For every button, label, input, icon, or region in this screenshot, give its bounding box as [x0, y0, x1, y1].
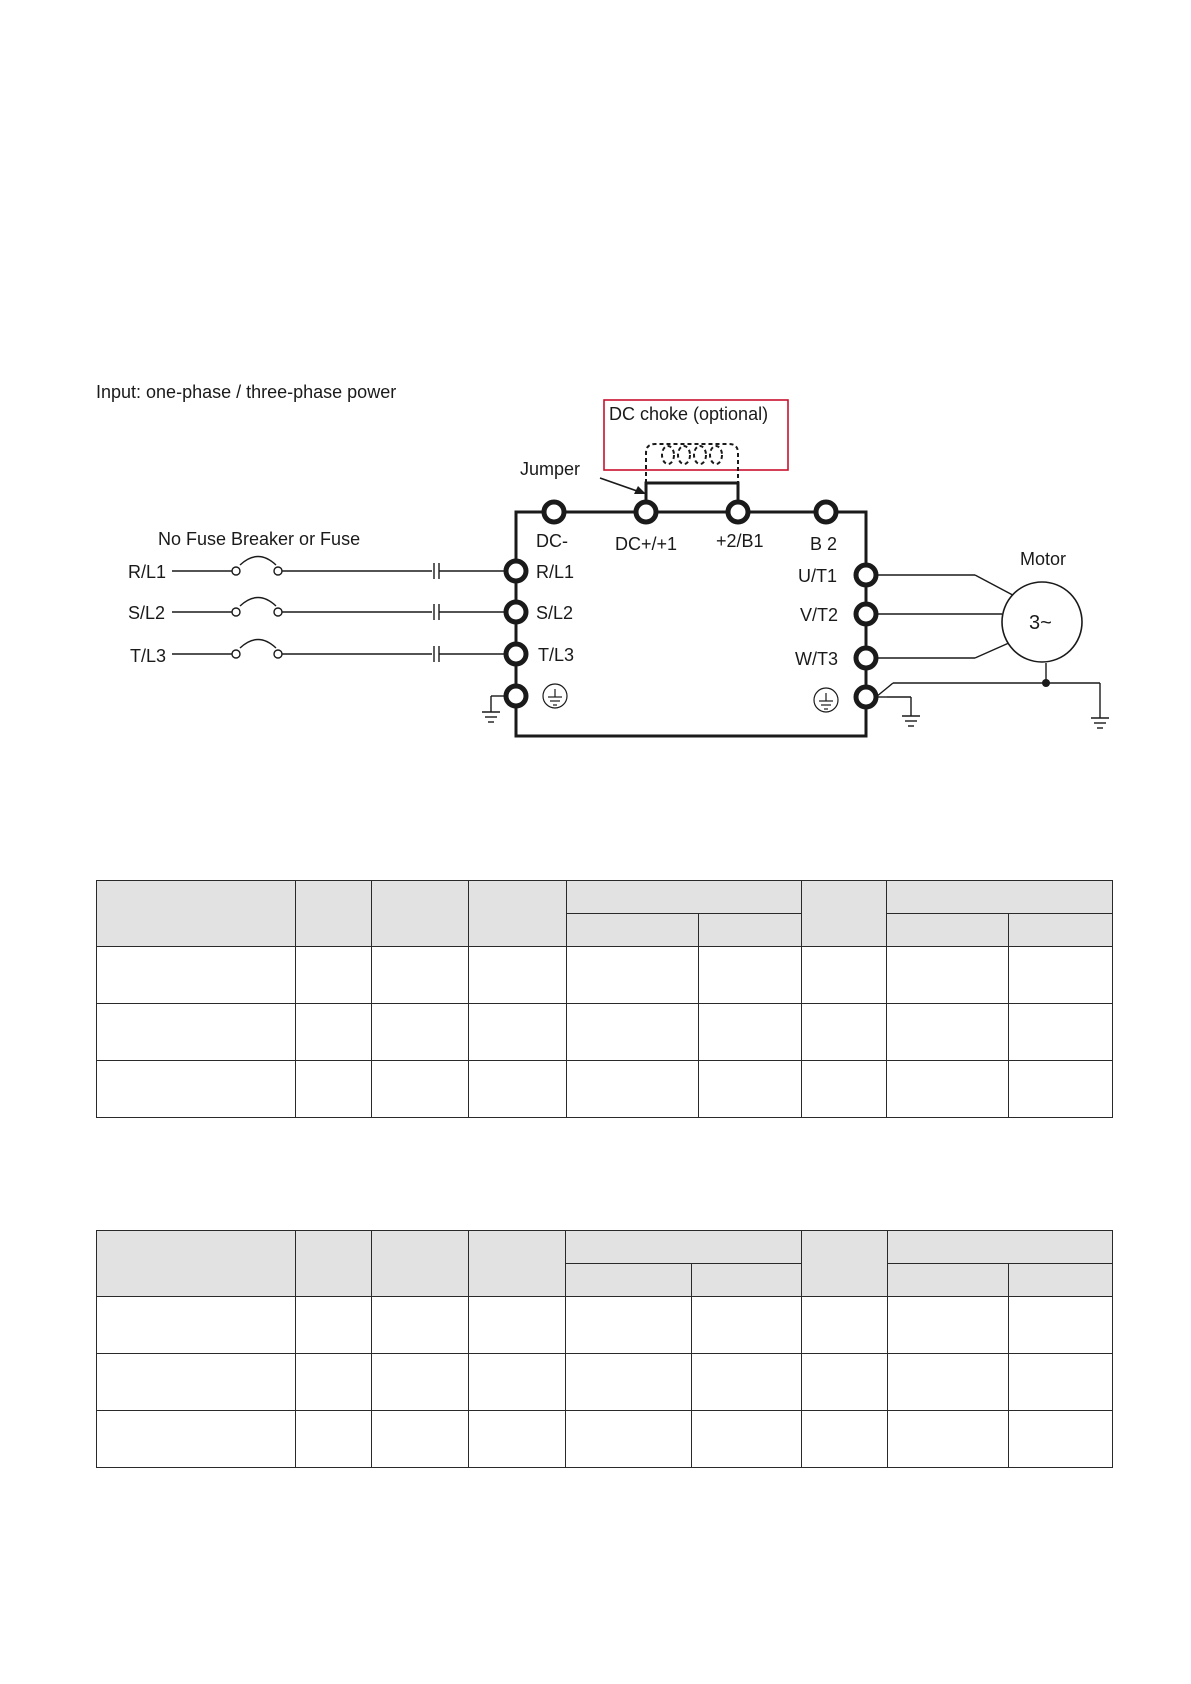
table-header-cell: [469, 881, 567, 947]
table-row: [97, 1411, 1113, 1468]
table-cell: [1009, 1411, 1113, 1468]
table-cell: [296, 1354, 372, 1411]
table-cell: [469, 1297, 566, 1354]
terminal-ground-left: [506, 686, 526, 706]
table-cell: [296, 1411, 372, 1468]
ground-junction-dot: [1042, 679, 1050, 687]
table-cell: [802, 1411, 888, 1468]
table-cell: [566, 1411, 692, 1468]
line-label-r: R/L1: [128, 562, 167, 582]
table-header-cell: [802, 1231, 888, 1297]
table-cell: [692, 1354, 802, 1411]
breaker-label: No Fuse Breaker or Fuse: [158, 529, 361, 549]
table-header-cell: [802, 881, 887, 947]
table-cell: [1009, 1297, 1113, 1354]
terminal-u-t1: [856, 565, 876, 585]
terminal-plus2-b1: [728, 502, 748, 522]
table-header-cell: [888, 1231, 1113, 1264]
table-cell: [372, 1061, 469, 1118]
top-terminal-label: +2/B1: [716, 531, 764, 551]
table-cell: [296, 1004, 372, 1061]
table-header-cell: [97, 881, 296, 947]
table-header-cell: [567, 914, 699, 947]
table-cell: [372, 1004, 469, 1061]
table-cell: [802, 1354, 888, 1411]
input-wiring: [172, 557, 506, 663]
table-header-cell: [692, 1264, 802, 1297]
input-title: Input: one-phase / three-phase power: [96, 382, 397, 402]
table-header-cell: [97, 1231, 296, 1297]
table-header-cell: [887, 914, 1009, 947]
table-cell: [97, 1004, 296, 1061]
terminal-r-l1: [506, 561, 526, 581]
table-cell: [1009, 1061, 1113, 1118]
table-cell: [296, 947, 372, 1004]
output-terminal-label: U/T1: [798, 566, 838, 586]
jumper-arrow: [600, 478, 640, 492]
table-cell: [566, 1354, 692, 1411]
table-cell: [888, 1297, 1009, 1354]
table-cell: [97, 1354, 296, 1411]
table-cell: [372, 1411, 469, 1468]
table-cell: [802, 1297, 888, 1354]
input-terminal-label: R/L1: [536, 562, 575, 582]
line-label-t: T/L3: [130, 646, 167, 666]
table-cell: [1009, 1354, 1113, 1411]
table-header-cell: [296, 1231, 372, 1297]
table-header-cell: [888, 1264, 1009, 1297]
terminal-s-l2: [506, 602, 526, 622]
table-cell: [567, 1004, 699, 1061]
table-header-cell: [567, 881, 802, 914]
line-label-s: S/L2: [128, 603, 166, 623]
table-row: [97, 947, 1113, 1004]
table-cell: [802, 1004, 887, 1061]
table-header-cell: [887, 881, 1113, 914]
table-cell: [567, 947, 699, 1004]
table-cell: [296, 1061, 372, 1118]
terminal-dc-plus: [636, 502, 656, 522]
top-terminal-label: B 2: [810, 534, 838, 554]
output-terminal-label: V/T2: [800, 605, 839, 625]
table-cell: [567, 1061, 699, 1118]
table-row: [97, 1061, 1113, 1118]
table-cell: [97, 1061, 296, 1118]
table-cell: [1009, 1004, 1113, 1061]
ground-motor-icon: [1091, 718, 1109, 728]
table-cell: [887, 947, 1009, 1004]
table-row: [97, 1354, 1113, 1411]
table-cell: [296, 1297, 372, 1354]
terminal-b2: [816, 502, 836, 522]
table-cell: [699, 1004, 802, 1061]
terminal-t-l3: [506, 644, 526, 664]
jumper-label: Jumper: [520, 459, 581, 479]
table-cell: [887, 1061, 1009, 1118]
ground-right-icon: [902, 716, 920, 726]
spec-table-2: [96, 1230, 1113, 1468]
table-row: [97, 1004, 1113, 1061]
table-header-cell: [1009, 914, 1113, 947]
table-header-cell: [1009, 1264, 1113, 1297]
table-cell: [97, 1297, 296, 1354]
input-terminal-label: S/L2: [536, 603, 574, 623]
table-cell: [699, 1061, 802, 1118]
table-row: [97, 1297, 1113, 1354]
table-cell: [372, 1297, 469, 1354]
table-cell: [692, 1411, 802, 1468]
table-cell: [566, 1297, 692, 1354]
table-cell: [802, 1061, 887, 1118]
table-cell: [692, 1297, 802, 1354]
terminal-w-t3: [856, 648, 876, 668]
table-header-cell: [372, 1231, 469, 1297]
line-labels: [128, 562, 166, 666]
jumper-bar: [646, 483, 738, 512]
dc-choke-label: DC choke (optional): [609, 404, 769, 424]
table-header-cell: [566, 1264, 692, 1297]
table-cell: [802, 947, 887, 1004]
table-cell: [469, 1061, 567, 1118]
top-terminal-label: DC-: [536, 531, 568, 551]
terminal-dc-minus: [544, 502, 564, 522]
terminal-ground-right: [856, 687, 876, 707]
earth-symbol-right-icon: [814, 688, 838, 712]
table-cell: [887, 1004, 1009, 1061]
table-header-cell: [296, 881, 372, 947]
table-cell: [97, 947, 296, 1004]
table-header-cell: [566, 1231, 802, 1264]
motor-label: Motor: [1020, 549, 1067, 569]
table-cell: [469, 1354, 566, 1411]
input-terminal-label: T/L3: [538, 645, 575, 665]
spec-table-1: [96, 880, 1113, 1118]
motor-symbol: 3~: [1029, 612, 1052, 634]
table-header-cell: [469, 1231, 566, 1297]
table-cell: [469, 1411, 566, 1468]
table-cell: [372, 1354, 469, 1411]
output-terminal-label: W/T3: [795, 649, 838, 669]
table-cell: [469, 947, 567, 1004]
table-header-cell: [372, 881, 469, 947]
wiring-diagram: [0, 0, 1191, 780]
earth-symbol-left-icon: [543, 684, 567, 708]
table-cell: [888, 1354, 1009, 1411]
table-cell: [699, 947, 802, 1004]
table-cell: [469, 1004, 567, 1061]
table-cell: [888, 1411, 1009, 1468]
top-terminal-label: DC+/+1: [615, 534, 678, 554]
table-header-cell: [699, 914, 802, 947]
terminal-v-t2: [856, 604, 876, 624]
table-cell: [372, 947, 469, 1004]
ground-left-icon: [482, 696, 506, 722]
table-cell: [1009, 947, 1113, 1004]
table-cell: [97, 1411, 296, 1468]
